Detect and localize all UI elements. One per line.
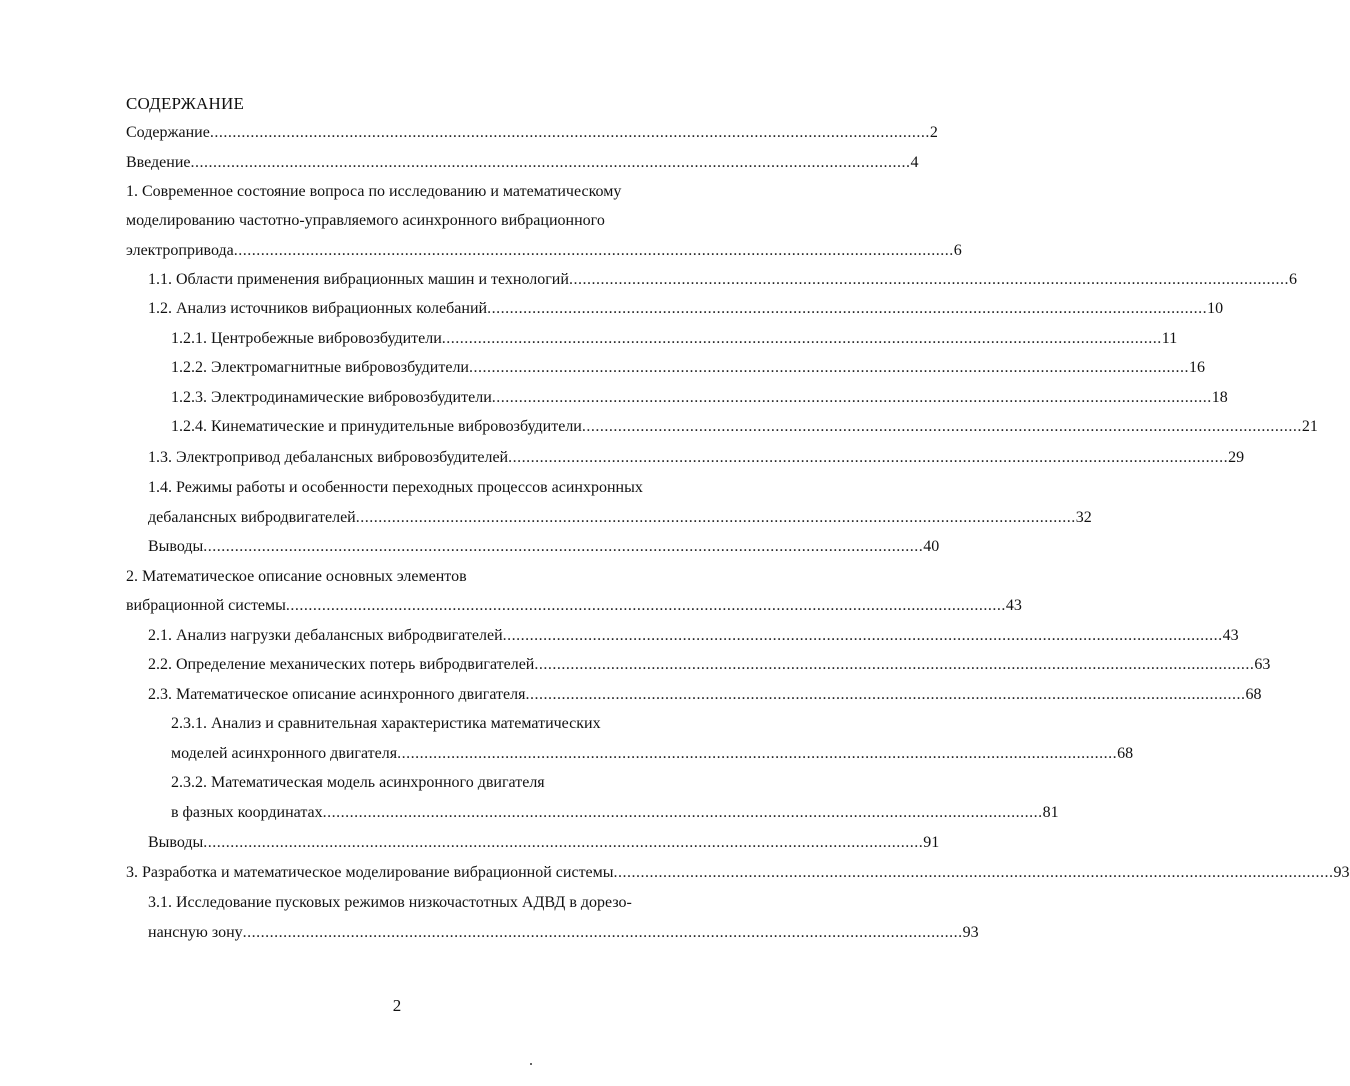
- toc-entry-page: 68: [1245, 686, 1262, 703]
- toc-entry-page: 6: [953, 242, 962, 259]
- toc-entry-title: моделей асинхронного двигателя: [171, 745, 398, 762]
- toc-entry-page: 10: [1207, 300, 1224, 317]
- toc-entry-page: 4: [910, 154, 919, 171]
- toc-entry-title: дебалансных вибродвигателей: [148, 509, 356, 526]
- toc-entry-title: Введение: [126, 154, 191, 171]
- toc-entry[interactable]: [148, 921, 979, 945]
- toc-entry[interactable]: [171, 801, 1059, 825]
- toc-entry-title: 3. Разработка и математическое моделирование вибрационной системы: [126, 864, 614, 881]
- toc-entry-title: 2.3.1. Анализ и сравнительная характеристика математических: [171, 715, 601, 732]
- toc-entry-title: 1.2.4. Кинематические и принудительные вибровозбудители: [171, 418, 582, 435]
- toc-entry-page: 43: [1222, 627, 1239, 644]
- toc-heading: СОДЕРЖАНИЕ: [126, 94, 245, 113]
- toc-entry[interactable]: [126, 151, 919, 175]
- toc-entry-page: 43: [1005, 597, 1022, 614]
- dot-leader: ................................................................................................................................................................: [613, 864, 1334, 881]
- dot-leader: ................................................................................................................................................................: [441, 330, 1162, 347]
- toc-entry-title: 2.3.2. Математическая модель асинхронного двигателя: [171, 774, 545, 791]
- dot-leader: ................................................................................................................................................................: [322, 804, 1043, 821]
- toc-entry-page: 21: [1301, 418, 1318, 435]
- toc-entry-continued[interactable]: [148, 476, 712, 500]
- toc-entry-page: 6: [1288, 271, 1297, 288]
- toc-entry-title: электропривода: [126, 242, 234, 259]
- toc-entry[interactable]: [148, 506, 1092, 530]
- toc-entry[interactable]: [171, 742, 1134, 766]
- toc-entry-continued[interactable]: [171, 771, 712, 795]
- dot-leader: ................................................................................................................................................................: [209, 124, 930, 141]
- toc-entry-continued[interactable]: [126, 180, 712, 204]
- dot-leader: ................................................................................................................................................................: [355, 509, 1076, 526]
- toc-entry-title: Выводы: [148, 834, 204, 851]
- dot-leader: ................................................................................................................................................................: [581, 418, 1302, 435]
- toc-entry-title: 1.1. Области применения вибрационных машин и технологий: [148, 271, 569, 288]
- dot-leader: ................................................................................................................................................................: [203, 538, 924, 555]
- toc-entry-page: 91: [923, 834, 940, 851]
- toc-entry-title: 1.3. Электропривод дебалансных вибровозбудителей: [148, 449, 509, 466]
- toc-entry[interactable]: [126, 121, 938, 145]
- toc-entry-page: 29: [1228, 449, 1245, 466]
- dot-leader: ................................................................................................................................................................: [203, 834, 924, 851]
- dot-leader: ................................................................................................................................................................: [190, 154, 911, 171]
- toc-entry[interactable]: [148, 268, 1297, 292]
- dot-leader: ................................................................................................................................................................: [233, 242, 954, 259]
- toc-entry-title: моделированию частотно-управляемого асинхронного вибрационного: [126, 212, 605, 229]
- dot-leader: ................................................................................................................................................................: [397, 745, 1118, 762]
- toc-entry-title: нансную зону: [148, 924, 243, 941]
- toc-entry-title: 3.1. Исследование пусковых режимов низкочастотных АДВД в дорезо-: [148, 894, 632, 911]
- toc-entry[interactable]: [126, 594, 1022, 618]
- toc-entry[interactable]: [171, 386, 1228, 410]
- toc-entry[interactable]: [148, 683, 1262, 707]
- toc-entry-page: 16: [1188, 359, 1205, 376]
- dot-leader: ................................................................................................................................................................: [502, 627, 1223, 644]
- toc-entry[interactable]: [148, 297, 1224, 321]
- toc-entry-title: Выводы: [148, 538, 204, 555]
- dot-leader: ................................................................................................................................................................: [525, 686, 1246, 703]
- toc-entry-title: 2. Математическое описание основных элементов: [126, 568, 467, 585]
- toc-entry-title: 1. Современное состояние вопроса по исследованию и математическому: [126, 183, 622, 200]
- toc-entry-page: 68: [1117, 745, 1134, 762]
- toc-entry[interactable]: [171, 327, 1178, 351]
- page-number: 2: [392, 996, 402, 1015]
- toc-entry-title: 1.4. Режимы работы и особенности переходных процессов асинхронных: [148, 479, 643, 496]
- toc-entry-continued[interactable]: [126, 565, 712, 589]
- toc-entry-title: 1.2. Анализ источников вибрационных колебаний: [148, 300, 488, 317]
- toc-entry-title: вибрационной системы: [126, 597, 286, 614]
- toc-entry-continued[interactable]: [148, 891, 712, 915]
- toc-entry-title: Содержание: [126, 124, 210, 141]
- toc-entry-page: 32: [1075, 509, 1092, 526]
- scan-speck: [530, 1063, 532, 1065]
- dot-leader: ................................................................................................................................................................: [568, 271, 1289, 288]
- toc-entry-title: 2.3. Математическое описание асинхронного двигателя: [148, 686, 526, 703]
- toc-entry-page: 18: [1211, 389, 1228, 406]
- toc-entry-page: 81: [1042, 804, 1059, 821]
- toc-entry-title: 1.2.3. Электродинамические вибровозбудители: [171, 389, 492, 406]
- toc-entry-page: 93: [1333, 864, 1350, 881]
- toc-entry[interactable]: [148, 624, 1239, 648]
- toc-entry[interactable]: [126, 239, 962, 263]
- toc-entry-page: 11: [1161, 330, 1178, 347]
- toc-entry[interactable]: [126, 861, 1350, 885]
- dot-leader: ................................................................................................................................................................: [508, 449, 1229, 466]
- toc-entry-page: 93: [962, 924, 979, 941]
- dot-leader: ................................................................................................................................................................: [491, 389, 1212, 406]
- toc-entry-page: 2: [929, 124, 938, 141]
- toc-entry-title: 2.2. Определение механических потерь вибродвигателей: [148, 656, 535, 673]
- dot-leader: ................................................................................................................................................................: [285, 597, 1006, 614]
- toc-entry-title: 1.2.2. Электромагнитные вибровозбудители: [171, 359, 469, 376]
- dot-leader: ................................................................................................................................................................: [242, 924, 963, 941]
- toc-entry[interactable]: [148, 653, 1271, 677]
- toc-entry-page: 63: [1254, 656, 1271, 673]
- toc-entry-continued[interactable]: [171, 712, 712, 736]
- toc-entry[interactable]: [148, 446, 1245, 470]
- dot-leader: ................................................................................................................................................................: [468, 359, 1189, 376]
- toc-entry-title: 1.2.1. Центробежные вибровозбудители: [171, 330, 442, 347]
- toc-entry-page: 40: [923, 538, 940, 555]
- toc-entry[interactable]: [148, 535, 940, 559]
- toc-entry[interactable]: [171, 415, 1318, 439]
- toc-entry[interactable]: [171, 356, 1205, 380]
- toc-entry-title: 2.1. Анализ нагрузки дебалансных вибродвигателей: [148, 627, 503, 644]
- dot-leader: ................................................................................................................................................................: [534, 656, 1255, 673]
- toc-entry-continued[interactable]: [126, 209, 712, 233]
- toc-entry[interactable]: [148, 831, 940, 855]
- dot-leader: ................................................................................................................................................................: [487, 300, 1208, 317]
- toc-entry-title: в фазных координатах: [171, 804, 323, 821]
